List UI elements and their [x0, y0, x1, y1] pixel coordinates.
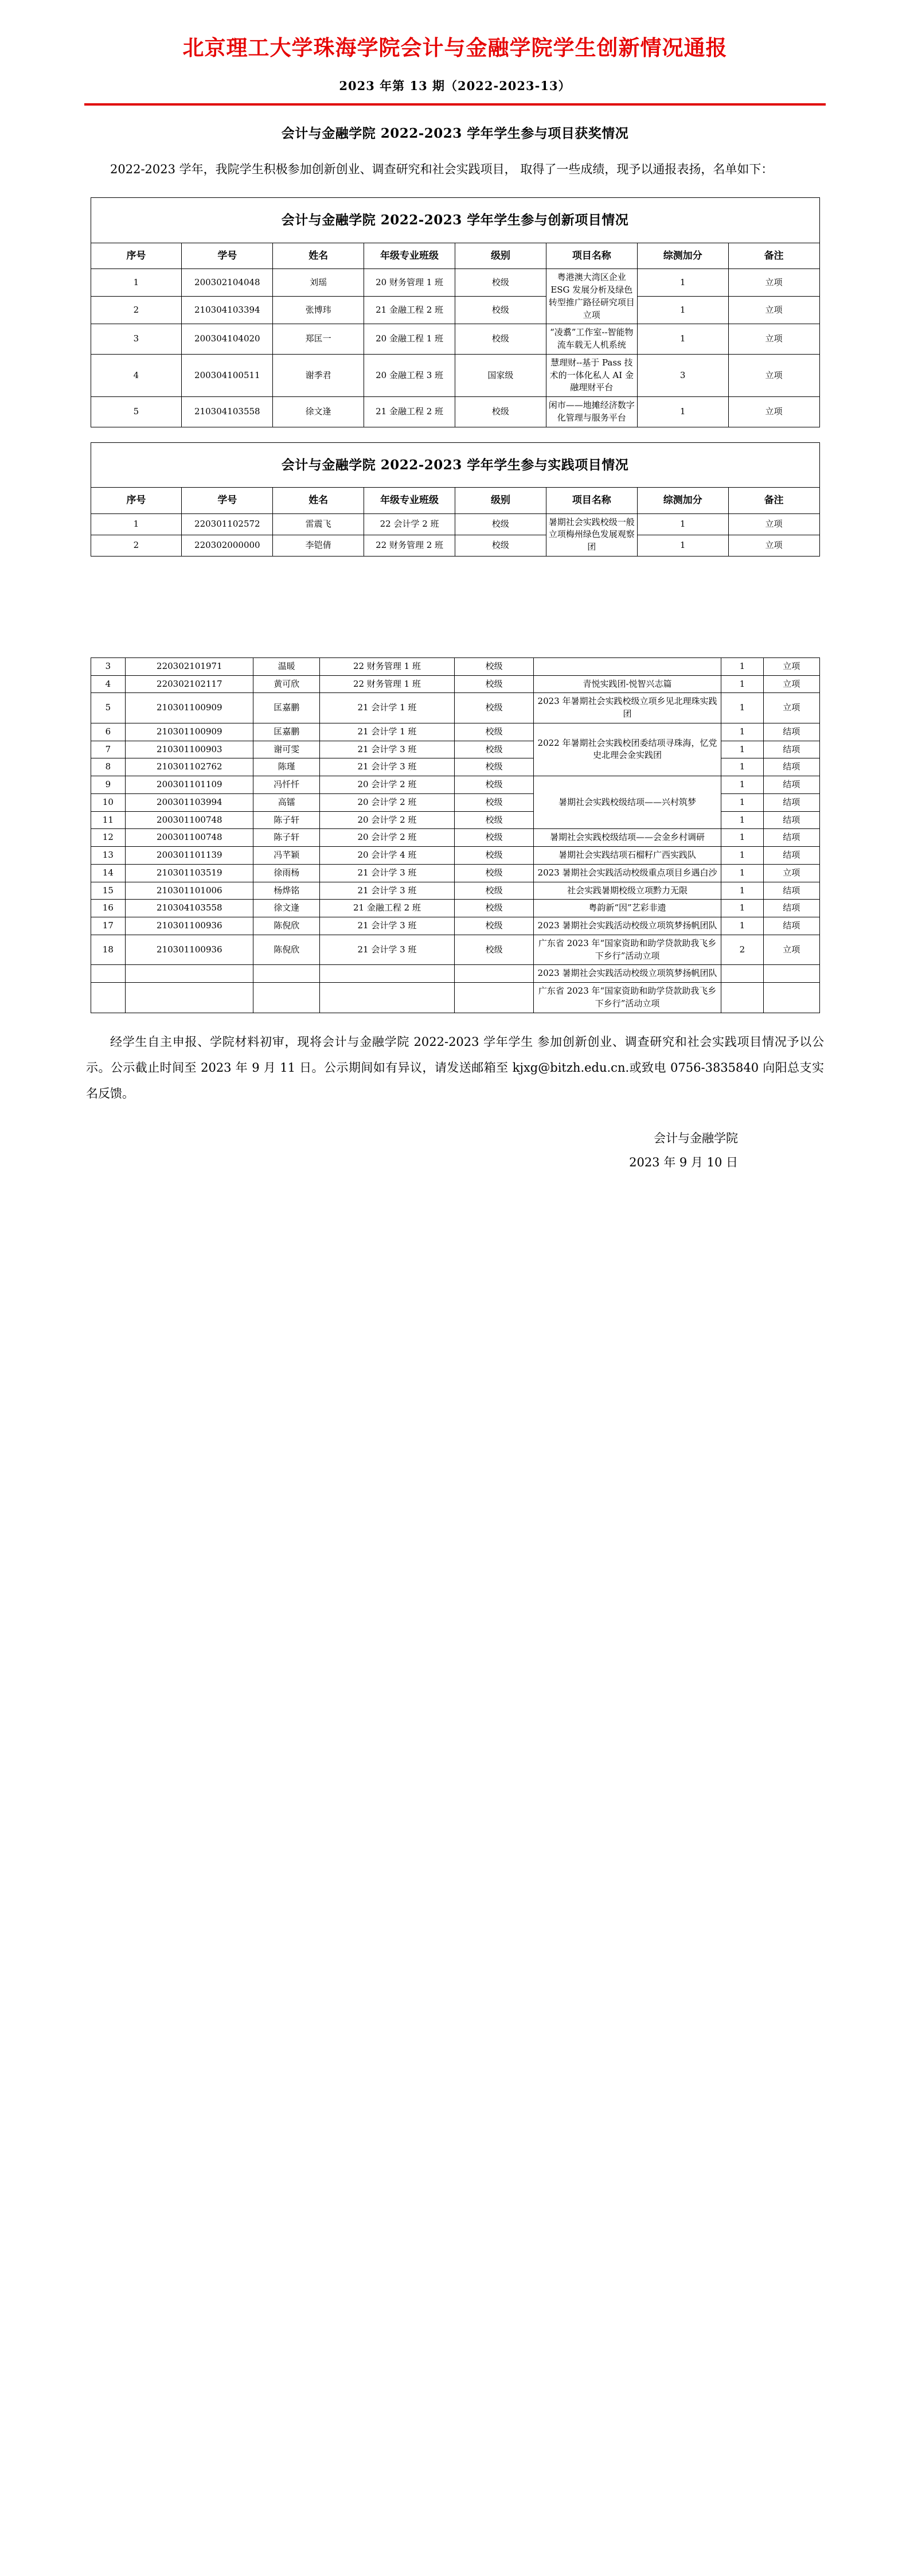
table-row: [91, 882, 819, 900]
cell-seq: 2: [91, 535, 182, 556]
cell-project: 2023 暑期社会实践活动校级重点项目乡遇白沙: [534, 864, 721, 882]
cell-note: 结项: [764, 741, 819, 758]
cell-score: 1: [721, 829, 763, 847]
cell-student-id: 210304103558: [126, 900, 253, 917]
table-row: [91, 354, 819, 396]
cell-level: 校级: [455, 535, 546, 556]
cell-class: 21 金融工程 2 班: [364, 397, 455, 427]
cell-name: 匡嘉鹏: [253, 693, 320, 723]
column-header-seq: 序号: [91, 487, 182, 513]
cell-note: 立项: [728, 297, 819, 324]
cell-note: 结项: [764, 758, 819, 776]
cell-student-id: 200304104020: [182, 324, 273, 355]
cell-level: [454, 983, 534, 1013]
cell-project: 暑期社会实践结项石榴籽广西实践队: [534, 847, 721, 865]
cell-seq: 9: [91, 776, 126, 794]
cell-student-id: 210304103558: [182, 397, 273, 427]
cell-score: 1: [721, 811, 763, 829]
cell-seq: [91, 965, 126, 983]
cell-class: 20 会计学 2 班: [320, 793, 455, 811]
cell-note: 立项: [728, 269, 819, 297]
signature-department: 会计与金融学院: [654, 1131, 738, 1146]
cell-note: 立项: [728, 397, 819, 427]
cell-seq: 8: [91, 758, 126, 776]
page-break-gap: [0, 557, 910, 643]
cell-score: 1: [637, 269, 728, 297]
cell-name: 谢可雯: [253, 741, 320, 758]
cell-student-id: [126, 983, 253, 1013]
cell-student-id: 200301100748: [126, 829, 253, 847]
intro-line-1: 2022-2023 学年，我院学生积极参加创新创业、调查研究和社会实践项目，: [110, 162, 517, 177]
cell-class: 22 会计学 2 班: [364, 513, 455, 535]
cell-project: 社会实践暑期校级立项黔力无限: [534, 882, 721, 900]
cell-student-id: 210301100909: [126, 723, 253, 741]
cell-project: 暑期社会实践校级结项——兴村筑梦: [534, 776, 721, 829]
issue-number: 2023 年第 13 期（2022-2023-13）: [339, 79, 571, 94]
cell-student-id: 210301100909: [126, 693, 253, 723]
cell-name: [253, 983, 320, 1013]
document-page: [0, 0, 910, 1226]
cell-level: 校级: [454, 864, 534, 882]
cell-note: 结项: [764, 811, 819, 829]
table-row: [91, 513, 819, 535]
cell-score: 3: [637, 354, 728, 396]
cell-project: 2023 暑期社会实践活动校级立项筑梦扬帆团队: [534, 917, 721, 935]
cell-name: 徐雨杨: [253, 864, 320, 882]
cell-name: 冯芊颖: [253, 847, 320, 865]
cell-note: 立项: [764, 935, 819, 965]
column-header-level: 级别: [455, 243, 546, 269]
cell-class: 20 金融工程 1 班: [364, 324, 455, 355]
cell-score: 1: [721, 657, 763, 675]
cell-student-id: 200301103994: [126, 793, 253, 811]
closing-line-3: 年 9 月 11 日。公示期间如有异议，请发送邮箱至 kjxg@bitzh.edu.cn.或致电: [235, 1060, 666, 1075]
table-row: [91, 297, 819, 324]
signature-date: 2023 年 9 月 10 日: [629, 1155, 738, 1170]
cell-level: 校级: [454, 882, 534, 900]
cell-level: 校级: [454, 793, 534, 811]
table-row: [91, 864, 819, 882]
cell-project: 慧理财--基于 Pass 技术的一体化私人 AI 金融理财平台: [546, 354, 637, 396]
cell-class: 22 财务管理 1 班: [320, 657, 455, 675]
cell-level: 校级: [454, 723, 534, 741]
cell-note: 立项: [764, 675, 819, 693]
intro-paragraph: [86, 157, 824, 182]
cell-score: 1: [721, 793, 763, 811]
closing-line-4: 0756-3835840 向阳总支实名反馈。: [86, 1060, 824, 1100]
cell-name: 徐文逢: [273, 397, 364, 427]
cell-student-id: 220302000000: [182, 535, 273, 556]
cell-level: 校级: [454, 675, 534, 693]
cell-class: 21 金融工程 2 班: [364, 297, 455, 324]
cell-class: 20 金融工程 3 班: [364, 354, 455, 396]
cell-score: 1: [637, 535, 728, 556]
cell-student-id: 220302102117: [126, 675, 253, 693]
cell-score: 1: [721, 675, 763, 693]
table-row: [91, 693, 819, 723]
table-row: [91, 829, 819, 847]
table-row: [91, 917, 819, 935]
cell-seq: 5: [91, 397, 182, 427]
table-row: [91, 983, 819, 1013]
cell-name: 刘瑶: [273, 269, 364, 297]
cell-level: 校级: [455, 513, 546, 535]
cell-score: 1: [721, 693, 763, 723]
cell-class: 21 会计学 3 班: [320, 935, 455, 965]
cell-name: 陈倪欣: [253, 917, 320, 935]
cell-seq: 2: [91, 297, 182, 324]
cell-score: 1: [721, 900, 763, 917]
cell-project: 广东省 2023 年“国家资助和助学贷款助我飞乡下乡行”活动立项: [534, 935, 721, 965]
cell-class: 20 财务管理 1 班: [364, 269, 455, 297]
cell-project: 闲市——地摊经济数字化管理与服务平台: [546, 397, 637, 427]
cell-student-id: 210301100936: [126, 935, 253, 965]
column-header-student-id: 学号: [182, 243, 273, 269]
cell-seq: 6: [91, 723, 126, 741]
cell-project: 粤港澳大湾区企业 ESG 发展分析及绿色转型推广路径研究项目立项: [546, 269, 637, 324]
table-row: [91, 535, 819, 556]
cell-project: 暑期社会实践校级结项——会金乡村调研: [534, 829, 721, 847]
cell-level: 校级: [455, 297, 546, 324]
table-row: [91, 675, 819, 693]
cell-score: [721, 983, 763, 1013]
cell-class: 21 会计学 1 班: [320, 693, 455, 723]
cell-name: 黄可欣: [253, 675, 320, 693]
cell-name: 温暖: [253, 657, 320, 675]
cell-seq: 4: [91, 354, 182, 396]
column-header-name: 姓名: [273, 487, 364, 513]
cell-class: 21 会计学 3 班: [320, 882, 455, 900]
cell-score: 1: [637, 397, 728, 427]
cell-level: 校级: [454, 758, 534, 776]
cell-project: 2023 暑期社会实践活动校级立项筑梦扬帆团队: [534, 965, 721, 983]
cell-level: 校级: [454, 917, 534, 935]
table-row: [91, 900, 819, 917]
cell-name: 郑匡一: [273, 324, 364, 355]
cell-score: 1: [637, 513, 728, 535]
cell-class: 21 会计学 3 班: [320, 758, 455, 776]
cell-name: 徐文逢: [253, 900, 320, 917]
cell-note: 结项: [764, 882, 819, 900]
cell-seq: 13: [91, 847, 126, 865]
cell-name: 李铠倩: [273, 535, 364, 556]
cell-name: 冯忏忏: [253, 776, 320, 794]
cell-score: 2: [721, 935, 763, 965]
page-title: 北京理工大学珠海学院会计与金融学院学生创新情况通报: [182, 35, 728, 60]
column-header-student-id: 学号: [182, 487, 273, 513]
table-title-row: [91, 198, 819, 243]
table-header-row: [91, 487, 819, 513]
table-row: [91, 935, 819, 965]
table-row: [91, 397, 819, 427]
cell-student-id: 200304100511: [182, 354, 273, 396]
cell-seq: 15: [91, 882, 126, 900]
section-heading: 会计与金融学院 2022-2023 学年学生参与项目获奖情况: [281, 126, 629, 142]
cell-student-id: 200302104048: [182, 269, 273, 297]
table-row: [91, 776, 819, 794]
cell-class: [320, 965, 455, 983]
masthead: [0, 0, 910, 94]
cell-seq: 7: [91, 741, 126, 758]
cell-score: 1: [721, 741, 763, 758]
cell-student-id: 210301101006: [126, 882, 253, 900]
cell-note: 立项: [728, 354, 819, 396]
cell-class: 20 会计学 2 班: [320, 829, 455, 847]
cell-note: 立项: [728, 324, 819, 355]
cell-level: 校级: [454, 657, 534, 675]
cell-student-id: 200301101139: [126, 847, 253, 865]
cell-name: 陈倪欣: [253, 935, 320, 965]
column-header-project: 项目名称: [546, 487, 637, 513]
cell-project: 青悦实践团-悦智兴志篇: [534, 675, 721, 693]
cell-note: 立项: [728, 513, 819, 535]
cell-class: 20 会计学 4 班: [320, 847, 455, 865]
cell-note: 结项: [764, 793, 819, 811]
cell-level: 校级: [454, 847, 534, 865]
signature-block: [0, 1126, 738, 1174]
red-divider: [84, 103, 826, 106]
cell-level: 校级: [454, 829, 534, 847]
table-title-row: [91, 442, 819, 487]
cell-level: 校级: [454, 900, 534, 917]
cell-note: [764, 965, 819, 983]
cell-score: 1: [721, 758, 763, 776]
practice-projects-table-continued: [91, 657, 820, 1013]
table1-title: 会计与金融学院 2022-2023 学年学生参与创新项目情况: [91, 198, 819, 243]
column-header-note: 备注: [728, 243, 819, 269]
cell-name: 张博玮: [273, 297, 364, 324]
cell-score: 1: [721, 776, 763, 794]
innovation-projects-table: [91, 197, 820, 427]
cell-student-id: 210301100936: [126, 917, 253, 935]
cell-seq: 1: [91, 269, 182, 297]
cell-note: [764, 983, 819, 1013]
cell-project: 2023 年暑期社会实践校级立项乡见北理珠实践团: [534, 693, 721, 723]
cell-level: 校级: [454, 776, 534, 794]
cell-student-id: 200301100748: [126, 811, 253, 829]
cell-note: 结项: [764, 917, 819, 935]
cell-name: 陈瑾: [253, 758, 320, 776]
cell-level: 国家级: [455, 354, 546, 396]
cell-seq: 11: [91, 811, 126, 829]
table2-title: 会计与金融学院 2022-2023 学年学生参与实践项目情况: [91, 442, 819, 487]
cell-name: 雷震飞: [273, 513, 364, 535]
cell-seq: [91, 983, 126, 1013]
cell-name: 匡嘉鹏: [253, 723, 320, 741]
cell-note: 立项: [764, 693, 819, 723]
closing-paragraph: [86, 1029, 824, 1107]
cell-level: 校级: [454, 741, 534, 758]
cell-class: 21 会计学 3 班: [320, 741, 455, 758]
cell-class: 22 财务管理 1 班: [320, 675, 455, 693]
cell-student-id: 220302101971: [126, 657, 253, 675]
cell-class: 21 会计学 3 班: [320, 917, 455, 935]
cell-score: 1: [721, 723, 763, 741]
cell-level: 校级: [454, 935, 534, 965]
column-header-name: 姓名: [273, 243, 364, 269]
cell-seq: 4: [91, 675, 126, 693]
cell-class: 20 会计学 2 班: [320, 811, 455, 829]
cell-note: 立项: [764, 864, 819, 882]
table-row: [91, 269, 819, 297]
cell-score: [721, 965, 763, 983]
cell-seq: 10: [91, 793, 126, 811]
cell-level: [454, 965, 534, 983]
cell-seq: 18: [91, 935, 126, 965]
cell-note: 立项: [728, 535, 819, 556]
cell-seq: 17: [91, 917, 126, 935]
bottom-padding: [0, 1174, 910, 1226]
cell-level: 校级: [454, 693, 534, 723]
column-header-note: 备注: [728, 487, 819, 513]
cell-seq: 5: [91, 693, 126, 723]
cell-name: 谢季君: [273, 354, 364, 396]
column-header-level: 级别: [455, 487, 546, 513]
cell-note: 结项: [764, 829, 819, 847]
cell-note: 结项: [764, 776, 819, 794]
column-header-score: 综测加分: [637, 243, 728, 269]
cell-class: 21 会计学 1 班: [320, 723, 455, 741]
cell-note: 结项: [764, 900, 819, 917]
cell-project: 2022 年暑期社会实践校团委结项寻珠海，忆党史北理会金实践团: [534, 723, 721, 776]
table-row: [91, 324, 819, 355]
cell-score: 1: [721, 864, 763, 882]
cell-seq: 14: [91, 864, 126, 882]
cell-score: 1: [637, 324, 728, 355]
cell-score: 1: [637, 297, 728, 324]
cell-level: 校级: [455, 269, 546, 297]
table-row: [91, 723, 819, 741]
cell-name: 陈子轩: [253, 811, 320, 829]
cell-student-id: 200301101109: [126, 776, 253, 794]
cell-project: “凌翥”工作室--智能物流车载无人机系统: [546, 324, 637, 355]
cell-seq: 1: [91, 513, 182, 535]
cell-class: 21 金融工程 2 班: [320, 900, 455, 917]
cell-name: [253, 965, 320, 983]
cell-name: 高镭: [253, 793, 320, 811]
cell-note: 立项: [764, 657, 819, 675]
cell-student-id: 210301100903: [126, 741, 253, 758]
practice-projects-table: [91, 442, 820, 557]
column-header-project: 项目名称: [546, 243, 637, 269]
closing-line-2: 参加创新创业、调查研究和社会实践项目情况予以公示。公示截止时间至 2023: [86, 1034, 824, 1075]
cell-level: 校级: [455, 397, 546, 427]
cell-seq: 16: [91, 900, 126, 917]
cell-note: 结项: [764, 847, 819, 865]
cell-student-id: 210301102762: [126, 758, 253, 776]
cell-student-id: 210304103394: [182, 297, 273, 324]
intro-line-2: 取得了一些成绩，现予以通报表扬，名单如下：: [520, 162, 774, 177]
cell-score: 1: [721, 882, 763, 900]
cell-student-id: [126, 965, 253, 983]
cell-seq: 3: [91, 657, 126, 675]
cell-level: 校级: [454, 811, 534, 829]
cell-project: 粤韵新“因”艺彩非遗: [534, 900, 721, 917]
cell-class: 22 财务管理 2 班: [364, 535, 455, 556]
cell-level: 校级: [455, 324, 546, 355]
cell-student-id: 210301103519: [126, 864, 253, 882]
column-header-seq: 序号: [91, 243, 182, 269]
cell-project: [534, 657, 721, 675]
cell-name: 杨烨铭: [253, 882, 320, 900]
table-row: [91, 847, 819, 865]
cell-class: [320, 983, 455, 1013]
column-header-class: 年级专业班级: [364, 243, 455, 269]
column-header-class: 年级专业班级: [364, 487, 455, 513]
table-header-row: [91, 243, 819, 269]
table-row: [91, 657, 819, 675]
cell-score: 1: [721, 847, 763, 865]
cell-seq: 3: [91, 324, 182, 355]
column-header-score: 综测加分: [637, 487, 728, 513]
cell-project: 暑期社会实践校级一般立项梅州绿色发展观察团: [546, 513, 637, 556]
cell-name: 陈子轩: [253, 829, 320, 847]
table-row: [91, 965, 819, 983]
cell-note: 结项: [764, 723, 819, 741]
cell-score: 1: [721, 917, 763, 935]
cell-class: 21 会计学 3 班: [320, 864, 455, 882]
closing-line-1: 经学生自主申报、学院材料初审，现将会计与金融学院 2022-2023 学年学生: [110, 1034, 533, 1049]
cell-class: 20 会计学 2 班: [320, 776, 455, 794]
cell-seq: 12: [91, 829, 126, 847]
cell-project: 广东省 2023 年“国家资助和助学贷款助我飞乡下乡行”活动立项: [534, 983, 721, 1013]
cell-student-id: 220301102572: [182, 513, 273, 535]
